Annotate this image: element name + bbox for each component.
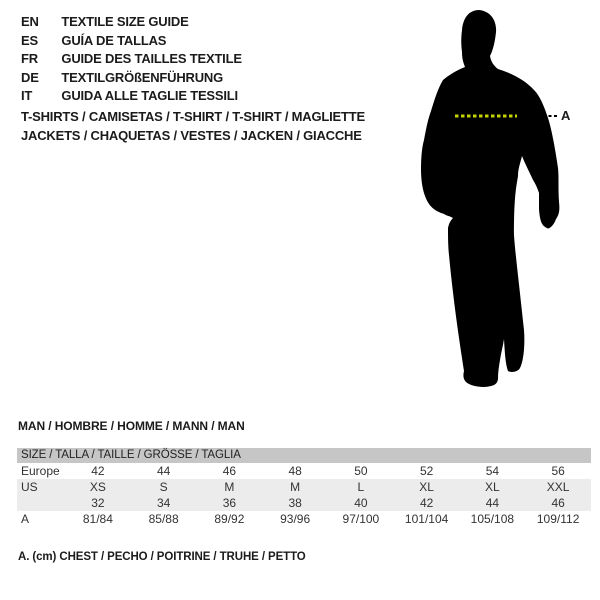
size-cell: 32 bbox=[91, 496, 105, 510]
section-title-man: MAN / HOMBRE / HOMME / MANN / MAN bbox=[18, 419, 245, 433]
size-table bbox=[17, 448, 591, 527]
size-cell: 101/104 bbox=[404, 512, 449, 526]
table-row-us bbox=[17, 479, 591, 495]
size-cell: 48 bbox=[288, 464, 302, 478]
language-list bbox=[21, 13, 242, 106]
lang-code: DE bbox=[21, 69, 39, 85]
size-cell: XXL bbox=[546, 480, 570, 494]
size-cell: M bbox=[290, 480, 301, 494]
size-cell: 54 bbox=[485, 464, 500, 478]
size-cell: 93/96 bbox=[280, 512, 311, 526]
size-cell: 34 bbox=[156, 496, 171, 510]
size-cell: 105/108 bbox=[470, 512, 515, 526]
size-cell: XS bbox=[89, 480, 106, 494]
size-table-header: SIZE / TALLA / TAILLE / GRÖSSE / TAGLIA bbox=[17, 448, 591, 463]
size-cell: XL bbox=[419, 480, 434, 494]
size-cell: 44 bbox=[485, 496, 500, 510]
lang-label: GUÍA DE TALLAS bbox=[61, 32, 167, 48]
size-cell: 109/112 bbox=[536, 512, 580, 526]
category-list bbox=[21, 108, 365, 145]
footnote-chest-legend: A. (cm) CHEST / PECHO / POITRINE / TRUHE / PETTO bbox=[18, 551, 306, 563]
lang-row-it bbox=[21, 87, 242, 106]
size-cell: 36 bbox=[222, 496, 237, 510]
lang-row-de bbox=[21, 69, 242, 88]
lang-code: EN bbox=[21, 14, 39, 29]
size-cell: 50 bbox=[354, 464, 368, 478]
lang-row-es bbox=[21, 32, 242, 51]
row-label: Europe bbox=[21, 464, 60, 478]
size-cell: 38 bbox=[288, 496, 302, 510]
size-cell: S bbox=[159, 480, 168, 494]
lang-row-en bbox=[21, 13, 242, 32]
size-cell: 56 bbox=[551, 464, 565, 478]
size-cell: 81/84 bbox=[82, 512, 113, 526]
size-cell: XL bbox=[485, 480, 500, 494]
size-cell: 97/100 bbox=[342, 512, 380, 526]
lang-row-fr bbox=[21, 50, 242, 69]
lang-code: IT bbox=[21, 88, 33, 103]
lang-label: TEXTILGRÖßENFÜHRUNG bbox=[61, 69, 224, 85]
lang-code: ES bbox=[21, 32, 38, 48]
measurement-label-a: A bbox=[561, 108, 571, 123]
size-cell: M bbox=[224, 480, 235, 494]
row-label: A bbox=[21, 512, 30, 526]
man-silhouette-shape bbox=[421, 10, 559, 387]
size-cell: 89/92 bbox=[214, 512, 245, 526]
table-row-numeric bbox=[17, 495, 591, 511]
table-row-europe bbox=[17, 463, 591, 479]
size-cell: L bbox=[357, 480, 365, 494]
lang-label: TEXTILE SIZE GUIDE bbox=[61, 14, 189, 29]
size-cell: 85/88 bbox=[148, 512, 179, 526]
category-line-jackets: JACKETS / CHAQUETAS / VESTES / JACKEN / GIACCHE bbox=[21, 127, 362, 143]
size-cell: 52 bbox=[419, 464, 434, 478]
lang-label: GUIDE DES TAILLES TEXTILE bbox=[61, 51, 242, 66]
row-label: US bbox=[21, 480, 38, 494]
size-cell: 46 bbox=[222, 464, 237, 478]
lang-label: GUIDA ALLE TAGLIE TESSILI bbox=[61, 88, 238, 103]
man-silhouette bbox=[418, 8, 563, 390]
lang-code: FR bbox=[21, 51, 38, 66]
row-label bbox=[17, 495, 65, 511]
table-row-chest-a bbox=[17, 511, 591, 527]
size-cell: 40 bbox=[354, 496, 368, 510]
size-cell: 46 bbox=[551, 496, 565, 510]
size-cell: 44 bbox=[156, 464, 171, 478]
size-cell: 42 bbox=[419, 496, 434, 510]
size-cell: 42 bbox=[91, 464, 105, 478]
category-line-tshirts: T-SHIRTS / CAMISETAS / T-SHIRT / T-SHIRT / MAGLIETTE bbox=[21, 109, 365, 124]
